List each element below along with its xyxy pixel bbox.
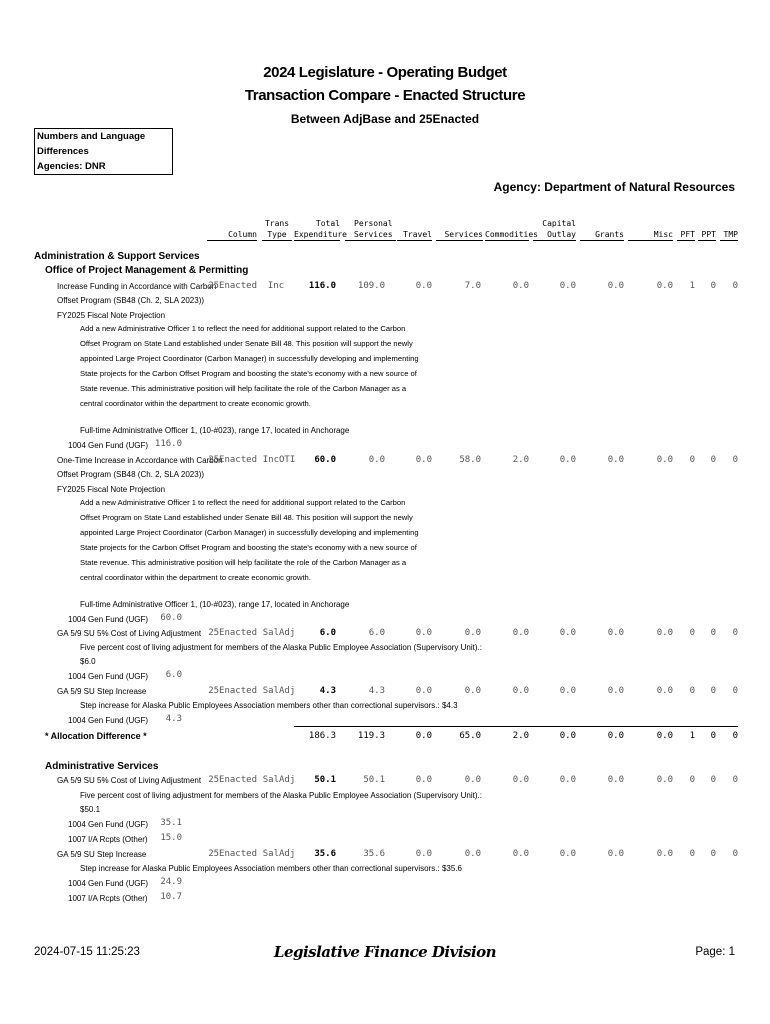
cell-misc: 0.0	[656, 455, 673, 465]
col-trans-2: Type	[262, 229, 292, 241]
cell-trans: SalAdj	[262, 628, 296, 638]
fund-source: 1004 Gen Fund (UGF)	[68, 615, 149, 624]
note-text: Step increase for Alaska Public Employees Association members other than correctional supervisors.: $4.3	[80, 701, 458, 710]
col-misc: Misc	[628, 229, 673, 241]
cell-commodities: 0.0	[512, 686, 529, 696]
row-description: GA 5/9 SU 5% Cost of Living Adjustment	[57, 629, 202, 638]
cell-services: 65.0	[459, 731, 481, 741]
cell-grants: 0.0	[607, 849, 624, 859]
col-total-1: Total	[315, 219, 340, 228]
cell-grants: 0.0	[607, 686, 624, 696]
agency-title: Agency: Department of Natural Resources	[493, 180, 735, 194]
cell-travel: 0.0	[415, 731, 432, 741]
row-description: One-Time Increase in Accordance with Carbon	[57, 456, 223, 465]
cell-capital: 0.0	[559, 628, 576, 638]
fund-amount: 15.0	[160, 833, 182, 843]
cell-column: 25Enacted	[208, 686, 257, 696]
cell-trans: SalAdj	[262, 775, 296, 785]
note-text: $6.0	[80, 657, 96, 666]
fund-source: 1004 Gen Fund (UGF)	[68, 820, 149, 829]
cell-ppt: 0	[710, 628, 716, 638]
col-trans-1: Trans	[264, 219, 290, 228]
cell-services: 0.0	[464, 686, 481, 696]
row-description: GA 5/9 SU 5% Cost of Living Adjustment	[57, 776, 202, 785]
cell-misc: 0.0	[656, 628, 673, 638]
cell-capital: 0.0	[559, 731, 576, 741]
note-heading: FY2025 Fiscal Note Projection	[57, 311, 166, 320]
section-title: Administrative Services	[45, 761, 159, 772]
col-capital-1: Capital	[542, 219, 576, 228]
cell-total: 116.0	[308, 281, 336, 291]
cell-services: 0.0	[464, 849, 481, 859]
cell-column: 25Enacted	[208, 849, 257, 859]
cell-grants: 0.0	[607, 731, 624, 741]
cell-commodities: 2.0	[512, 455, 529, 465]
cell-capital: 0.0	[559, 849, 576, 859]
footer-timestamp: 2024-07-15 11:25:23	[34, 946, 140, 958]
cell-services: 0.0	[464, 628, 481, 638]
cell-ppt: 0	[710, 775, 716, 785]
cell-misc: 0.0	[656, 849, 673, 859]
cell-personal: 50.1	[363, 775, 385, 785]
cell-commodities: 0.0	[512, 849, 529, 859]
cell-pft: 0	[689, 849, 695, 859]
cell-travel: 0.0	[415, 686, 432, 696]
col-total-2: Expenditure	[294, 230, 347, 239]
filter-agency: Agencies: DNR	[37, 161, 106, 172]
row-description: GA 5/9 SU Step Increase	[57, 687, 147, 696]
filter-line: Numbers and Language	[37, 131, 146, 142]
note-text: Full-time Administrative Officer 1, (10-#023), range 17, located in Anchorage	[80, 600, 350, 609]
cell-personal: 35.6	[363, 849, 385, 859]
cell-total: 6.0	[319, 628, 336, 638]
cell-travel: 0.0	[415, 628, 432, 638]
note-text: Add a new Administrative Officer 1 to reflect the need for additional support related to the Carbon Offset Program on State Land established under Senate Bill 48. This position will support the newly appointed Large Project Coordinator (Carbon Manager) in successfully developing and implementing State projects for the Carbon Offset Program and boosting the state's economy with a new source of State revenue. This administrative position will help facilitate the role of the Carbon Manager as a central coordinator within the department to create economic growth.	[80, 498, 419, 582]
cell-trans: SalAdj	[262, 686, 296, 696]
cell-ppt: 0	[710, 281, 716, 291]
cell-travel: 0.0	[415, 849, 432, 859]
cell-grants: 0.0	[607, 281, 624, 291]
fund-amount: 24.9	[160, 877, 182, 887]
note-heading: FY2025 Fiscal Note Projection	[57, 485, 166, 494]
footer-page: Page: 1	[695, 946, 735, 958]
row-description: Offset Program (SB48 (Ch. 2, SLA 2023))	[57, 296, 205, 305]
cell-personal: 0.0	[368, 455, 385, 465]
fund-source: 1007 I/A Rcpts (Other)	[68, 835, 148, 844]
note-text: Add a new Administrative Officer 1 to reflect the need for additional support related to the Carbon Offset Program on State Land established under Senate Bill 48. This position will support the newly appointed Large Project Coordinator (Carbon Manager) in successfully developing and implementing State projects for the Carbon Offset Program and boosting the state's economy with a new source of State revenue. This administrative position will help facilitate the role of the Carbon Manager as a central coordinator within the department to create economic growth.	[80, 324, 419, 408]
allocation-row	[0, 730, 770, 744]
cell-commodities: 0.0	[512, 281, 529, 291]
cell-services: 58.0	[459, 455, 481, 465]
fund-amount: 35.1	[160, 818, 182, 828]
col-column: Column	[207, 229, 257, 241]
cell-tmp: 0	[732, 281, 738, 291]
cell-capital: 0.0	[559, 775, 576, 785]
fund-source: 1004 Gen Fund (UGF)	[68, 672, 149, 681]
col-services: Services	[436, 229, 483, 241]
fund-amount: 6.0	[165, 670, 182, 680]
row-description: Offset Program (SB48 (Ch. 2, SLA 2023))	[57, 470, 205, 479]
col-grants: Grants	[580, 229, 624, 241]
table-row	[0, 627, 770, 641]
note-text: $50.1	[80, 805, 101, 814]
cell-grants: 0.0	[607, 628, 624, 638]
cell-column: 25Enacted	[208, 775, 257, 785]
cell-personal: 6.0	[368, 628, 385, 638]
cell-commodities: 0.0	[512, 628, 529, 638]
cell-misc: 0.0	[656, 281, 673, 291]
cell-tmp: 0	[732, 628, 738, 638]
cell-capital: 0.0	[559, 686, 576, 696]
cell-total: 60.0	[314, 455, 336, 465]
cell-pft: 0	[689, 455, 695, 465]
note-text: Five percent cost of living adjustment for members of the Alaska Public Employee Association (Supervisory Unit).:	[80, 791, 482, 800]
cell-pft: 0	[689, 628, 695, 638]
cell-tmp: 0	[732, 849, 738, 859]
cell-column: 25Enacted	[208, 455, 257, 465]
cell-personal: 119.3	[357, 731, 385, 741]
col-personal-1: Personal	[354, 219, 393, 228]
cell-trans: Inc	[267, 281, 285, 291]
allocation-label: * Allocation Difference *	[45, 731, 147, 741]
fund-source: 1004 Gen Fund (UGF)	[68, 441, 149, 450]
cell-misc: 0.0	[656, 775, 673, 785]
col-tmp: TMP	[720, 229, 738, 241]
cell-pft: 0	[689, 775, 695, 785]
col-commodities: Commodities	[485, 230, 538, 239]
cell-commodities: 0.0	[512, 775, 529, 785]
cell-pft: 0	[689, 686, 695, 696]
cell-total: 50.1	[314, 775, 336, 785]
cell-services: 0.0	[464, 775, 481, 785]
cell-pft: 1	[689, 731, 695, 741]
cell-services: 7.0	[464, 281, 481, 291]
report-title: 2024 Legislature - Operating Budget	[263, 64, 507, 81]
table-row	[0, 454, 770, 468]
row-description: Increase Funding in Accordance with Carbon	[57, 282, 217, 291]
cell-pft: 1	[689, 281, 695, 291]
cell-ppt: 0	[710, 686, 716, 696]
col-travel: Travel	[397, 229, 432, 241]
cell-ppt: 0	[710, 849, 716, 859]
cell-travel: 0.0	[415, 775, 432, 785]
cell-total: 35.6	[314, 849, 336, 859]
fund-amount: 60.0	[160, 613, 182, 623]
subsection-title: Office of Project Management & Permitting	[45, 265, 249, 276]
fund-amount: 116.0	[154, 439, 182, 449]
cell-total: 4.3	[319, 686, 336, 696]
cell-travel: 0.0	[415, 455, 432, 465]
note-text: Full-time Administrative Officer 1, (10-#023), range 17, located in Anchorage	[80, 426, 350, 435]
col-ppt: PPT	[698, 229, 716, 241]
fund-source: 1004 Gen Fund (UGF)	[68, 716, 149, 725]
cell-trans: SalAdj	[262, 849, 296, 859]
cell-commodities: 2.0	[512, 731, 529, 741]
cell-column: 25Enacted	[208, 281, 257, 291]
row-description: GA 5/9 SU Step Increase	[57, 850, 147, 859]
col-capital-2: Outlay	[533, 229, 576, 241]
cell-total: 186.3	[308, 731, 336, 741]
fund-source: 1007 I/A Rcpts (Other)	[68, 894, 148, 903]
cell-misc: 0.0	[656, 731, 673, 741]
section-title: Administration & Support Services	[34, 251, 200, 262]
cell-grants: 0.0	[607, 775, 624, 785]
filter-box	[34, 128, 173, 175]
report-subtitle: Transaction Compare - Enacted Structure	[244, 87, 526, 104]
col-personal-2: Services	[345, 229, 396, 241]
note-text: Step increase for Alaska Public Employees Association members other than correctional supervisors.: $35.6	[80, 864, 462, 873]
allocation-divider	[294, 726, 738, 727]
cell-ppt: 0	[710, 455, 716, 465]
fund-amount: 10.7	[160, 892, 182, 902]
table-row	[0, 774, 770, 788]
table-row	[0, 280, 770, 294]
cell-travel: 0.0	[415, 281, 432, 291]
cell-tmp: 0	[732, 455, 738, 465]
cell-personal: 109.0	[357, 281, 385, 291]
cell-ppt: 0	[710, 731, 716, 741]
cell-tmp: 0	[732, 775, 738, 785]
footer-division: Legislative Finance Division	[273, 943, 497, 961]
cell-column: 25Enacted	[208, 628, 257, 638]
cell-tmp: 0	[732, 686, 738, 696]
cell-grants: 0.0	[607, 455, 624, 465]
filter-line: Differences	[37, 146, 89, 157]
cell-trans: IncOTI	[262, 455, 296, 465]
fund-amount: 4.3	[165, 714, 182, 724]
table-row	[0, 685, 770, 699]
cell-tmp: 0	[732, 731, 738, 741]
col-pft: PFT	[677, 229, 695, 241]
cell-capital: 0.0	[559, 281, 576, 291]
report-comparison: Between AdjBase and 25Enacted	[290, 112, 480, 126]
cell-misc: 0.0	[656, 686, 673, 696]
cell-personal: 4.3	[368, 686, 385, 696]
cell-capital: 0.0	[559, 455, 576, 465]
fund-source: 1004 Gen Fund (UGF)	[68, 879, 149, 888]
note-text: Five percent cost of living adjustment for members of the Alaska Public Employee Association (Supervisory Unit).:	[80, 643, 482, 652]
table-row	[0, 848, 770, 862]
